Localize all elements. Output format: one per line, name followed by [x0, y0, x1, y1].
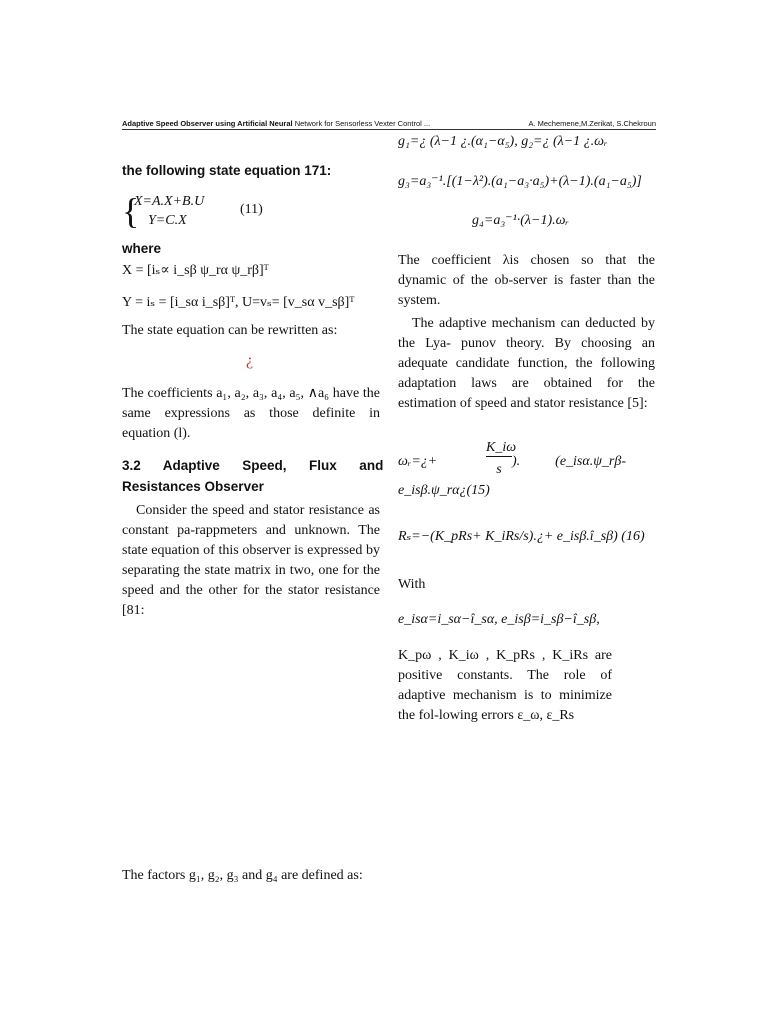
y-definition: Y = iₛ = [i_sα i_sβ]ᵀ, U=vₛ= [v_sα v_sβ]ᵀ: [122, 295, 355, 310]
header-authors: A. Mechemene,M.Zerikat, S.Chekroun: [528, 119, 656, 128]
eq15-fraction-denominator: s: [496, 462, 502, 477]
g1-g2-equation: g₁=¿ (λ−1 ¿.(α₁−α₅), g₂=¿ (λ−1 ¿.ωᵣ: [398, 134, 608, 149]
eq11-number: (11): [240, 202, 263, 217]
running-header: [122, 119, 656, 130]
header-title: Adaptive Speed Observer using Artificial Neural Network for Sensorless Vexter Control ...: [122, 119, 431, 128]
eq15-fraction-numerator: K_iω: [486, 440, 517, 455]
lambda-paragraph: The coefficient λis chosen so that the dynamic of the ob-server is faster than the system.: [398, 253, 655, 308]
state-eq-intro: the following state equation 171:: [122, 163, 332, 178]
g3-equation: g₃=a₃⁻¹.[(1−λ²).(a₁−a₃·a₅)+(λ−1).(a₁−a₅)]: [398, 174, 642, 189]
missing-equation-glyph: ¿: [246, 352, 254, 369]
equation-16: Rₛ=−(K_pRs+ K_iRs/s).¿+ e_isβ.î_sβ) (16): [398, 529, 645, 544]
section-heading-line2: Resistances Observer: [122, 479, 264, 494]
x-definition: X = [iₛ∝ i_sβ ψ_rα ψ_rβ]ᵀ: [122, 263, 269, 278]
eq15-rhs: ). (e_isα.ψ_rβ-: [512, 454, 627, 469]
eq15-lhs: ωᵣ=¿+: [398, 454, 438, 469]
where-label: where: [122, 241, 162, 256]
rewritten-text: The state equation can be rewritten as:: [122, 323, 338, 338]
gains-paragraph: K_pω , K_iω , K_pRs , K_iRs are positive constants. The role of adaptive mechanism is to minimize the fol-lowing errors ε_ω, ε_Rs: [398, 648, 612, 723]
eq11-line2: Y=C.X: [148, 213, 187, 228]
eq11-line1: X=A.X+B.U: [134, 194, 205, 209]
factors-paragraph: The factors g₁, g₂, g₃ and g₄ are defined as:: [122, 868, 363, 883]
adaptive-mechanism-paragraph: The adaptive mechanism can deducted by the Lya- punov theory. By choosing an adequate candidate function, the following adaptation laws are obtained for the estimation of speed and stator resistance [5]:: [398, 316, 655, 411]
error-definitions: e_isα=i_sα−î_sα, e_isβ=i_sβ−î_sβ,: [398, 612, 600, 627]
section-heading-line1: 3.2 Adaptive Speed, Flux and: [122, 458, 384, 473]
left-brace: {: [122, 191, 140, 231]
observer-paragraph: Consider the speed and stator resistance as constant pa-rappmeters and unknown. The state equation of this observer is expressed by separating the state matrix in two, one for the speed and the other for the stator resistance [81:: [122, 503, 380, 618]
g4-equation: g₄=a₃⁻¹·(λ−1).ωᵣ: [472, 213, 569, 228]
with-label: With: [398, 577, 426, 592]
eq15-continuation: e_isβ.ψ_rα¿(15): [398, 483, 490, 498]
coefficients-paragraph: The coefficients a₁, a₂, a₃, a₄, a₅, ∧a₆ have the same expressions as those definite in equation (l).: [122, 386, 380, 441]
